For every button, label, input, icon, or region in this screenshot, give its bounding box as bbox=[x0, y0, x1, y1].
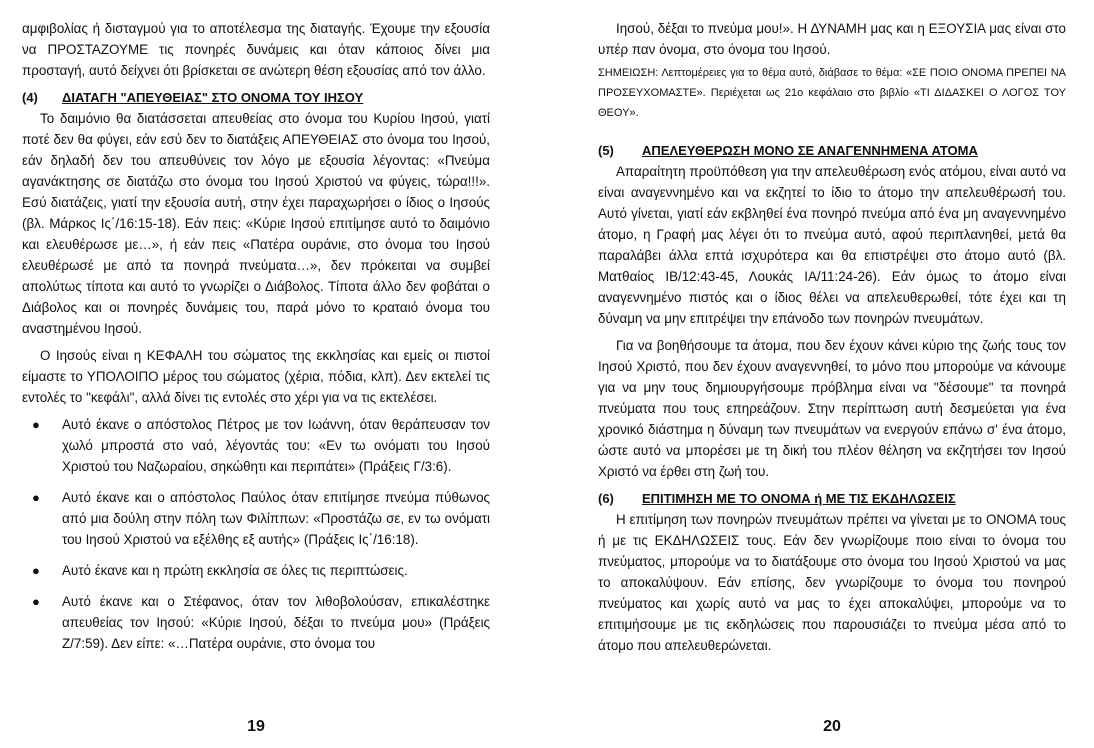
bullet-icon: ● bbox=[32, 417, 40, 432]
left-page bbox=[22, 0, 490, 748]
list-item bbox=[22, 560, 490, 581]
section-4-title: ΔΙΑΤΑΓΗ "ΑΠΕΥΘΕΙΑΣ" ΣΤΟ ΟΝΟΜΑ ΤΟΥ ΙΗΣΟΥ bbox=[62, 90, 364, 105]
bullet-icon: ● bbox=[32, 594, 40, 609]
list-item bbox=[22, 414, 490, 477]
section-6-heading bbox=[598, 489, 1066, 509]
continued-paragraph: Ιησού, δέξαι το πνεύμα μου!». Η ΔΥΝΑΜΗ μας και η ΕΞΟΥΣΙΑ μας είναι στο υπέρ παν όνομα, στο όνομα του Ιησού. bbox=[598, 21, 1066, 57]
section-4-paragraph-2: Ο Ιησούς είναι η ΚΕΦΑΛΗ του σώματος της εκκλησίας και εμείς οι πιστοί είμαστε το ΥΠΟΛΟΙΠΟ μέρος του σώματος (χέρια, πόδια, κλπ). Δεν εκτελεί τις εντολές το "κεφάλι", αλλά δίνει τις εντολές στο χέρι για να τις εκτελέσει. bbox=[22, 348, 490, 405]
list-item-text: Αυτό έκανε και ο Στέφανος, όταν τον λιθοβολούσαν, επικαλέστηκε απευθείας τον Ιησού: «Κύριε Ιησού, δέξαι το πνεύμα μου» (Πράξεις Ζ/7:59). Δεν είπε: «…Πατέρα ουράνιε, στο όνομα του bbox=[62, 594, 490, 651]
bullet-icon: ● bbox=[32, 563, 40, 578]
section-5-paragraph-2: Για να βοηθήσουμε τα άτομα, που δεν έχουν κάνει κύριο της ζωής τους τον Ιησού Χριστό, που δεν έχουν αναγεννηθεί, το μόνο που μπορούμε να κάνουμε για να μην τους δημιουργήσουμε πρόβλημα είναι να "δέσουμε" τα πονηρά πνεύματα που τους επηρεάζουν. Στην περίπτωση αυτή δεσμεύεται για ένα χρονικό διάστημα η δύναμη των πνευμάτων να ενεργούν επάνω σ' ένα άτομο, ώστε αυτό να μπορέσει με τη δική του πλέον θέληση να εκζητήσει τον Ιησού Χριστό να έρθει στη ζωή του. bbox=[598, 338, 1066, 479]
section-5-heading bbox=[598, 141, 1066, 161]
intro-paragraph: αμφιβολίας ή δισταγμού για το αποτέλεσμα της διαταγής. Έχουμε την εξουσία να ΠΡΟΣΤΑΖΟΥΜΕ τις πονηρές δυνάμεις και όταν κάποιος δίνει μια προσταγή, αυτό δείχνει ότι βρίσκεται σε ανώτερη θέση εξουσίας από τον άλλο. bbox=[22, 21, 490, 78]
note-paragraph: ΣΗΜΕΙΩΣΗ: Λεπτομέρειες για το θέμα αυτό, διάβασε το θέμα: «ΣΕ ΠΟΙΟ ΟΝΟΜΑ ΠΡΕΠΕΙ ΝΑ ΠΡΟΣΕΥΧΟΜΑΣΤΕ». Περιέχεται ως 21ο κεφάλαιο στο βιβλίο «ΤΙ ΔΙΔΑΣΚΕΙ Ο ΛΟΓΟΣ ΤΟΥ ΘΕΟΥ». bbox=[598, 67, 1066, 119]
section-5-title: ΑΠΕΛΕΥΘΕΡΩΣΗ ΜΟΝΟ ΣΕ ΑΝΑΓΕΝΝΗΜΕΝΑ ΑΤΟΜΑ bbox=[642, 143, 978, 158]
list-item-text: Αυτό έκανε και η πρώτη εκκλησία σε όλες τις περιπτώσεις. bbox=[62, 563, 408, 578]
section-6-title: ΕΠΙΤΙΜΗΣΗ ΜΕ ΤΟ ΟΝΟΜΑ ή ΜΕ ΤΙΣ ΕΚΔΗΛΩΣΕΙΣ bbox=[642, 491, 956, 506]
page-number-right: 20 bbox=[823, 718, 841, 735]
section-4-bullet-list bbox=[22, 414, 490, 654]
list-item bbox=[22, 487, 490, 550]
list-item bbox=[22, 591, 490, 654]
section-5-number: (5) bbox=[598, 143, 614, 158]
section-4-paragraph-1: Το δαιμόνιο θα διατάσσεται απευθείας στο όνομα του Κυρίου Ιησού, γιατί ποτέ δεν θα φύγει, εάν εσύ δεν το διατάξεις ΑΠΕΥΘΕΙΑΣ στο όνομα του Ιησού, εάν δηλαδή δεν του απευθύνεις τον λόγο με εξουσία λέγοντας: «Πνεύμα αγανάκτησης σε διατάζω στο όνομα του Ιησού Χριστού να φύγεις, τώρα!!!». Εσύ διατάζεις, γιατί την εξουσία αυτή, στην έχει παραχωρήσει ο ίδιος ο Ιησούς (βλ. Μάρκος Ις΄/16:15-18). Εάν πεις: «Κύριε Ιησού επιτίμησε αυτό το δαιμόνιο και ελευθέρωσε με…», ή εάν πεις «Πατέρα ουράνιε, στο όνομα του Ιησού ελευθέρωσέ με από τα πονηρά πνεύματα…», δεν πρόκειται να συμβεί απολύτως τίποτα και αυτό το γνωρίζει ο Διάβολος. Τίποτα άλλο δεν φοβάται ο Διάβολος και οι πονηρές δυνάμεις του, παρά μόνο το κραταιό όνομα του αναστημένου Ιησού. bbox=[22, 111, 490, 336]
list-item-text: Αυτό έκανε ο απόστολος Πέτρος με τον Ιωάννη, όταν θεράπευσαν τον χωλό μπροστά στο ναό, λέγοντάς του: «Εν τω ονόματι του Ιησού Χριστού του Ναζωραίου, σηκώθητι και περιπάτει» (Πράξεις Γ/3:6). bbox=[62, 417, 490, 474]
section-6-number: (6) bbox=[598, 491, 614, 506]
left-page-body bbox=[22, 18, 490, 664]
section-5-paragraph-1: Απαραίτητη προϋπόθεση για την απελευθέρωση ενός ατόμου, είναι αυτό να είναι αναγεννημένο και να εκζητεί το ίδιο το άτομο την απελευθέρωσή του. Αυτό γίνεται, γιατί εάν εκβληθεί ένα πονηρό πνεύμα από ένα μη αναγεννημένο άτομο, η Γραφή μας λέγει ότι το πνεύμα αυτό, αφού περιπλανηθεί, μετά θα παραλάβει άλλα επτά ισχυρότερα και θα επιστρέψει στο άτομο αυτό (βλ. Ματθαίος ΙΒ/12:43-45, Λουκάς ΙΑ/11:24-26). Εάν όμως το άτομο είναι αναγεννημένο πιστός και ο ίδιος θέλει να απελευθερωθεί, τότε έχει και τη δύναμη να μην επιτρέψει την επάνοδο των πονηρών πνευμάτων. bbox=[598, 164, 1066, 326]
bullet-icon: ● bbox=[32, 490, 40, 505]
right-page bbox=[598, 0, 1066, 748]
section-4-number: (4) bbox=[22, 90, 38, 105]
section-6-paragraph-1: Η επιτίμηση των πονηρών πνευμάτων πρέπει να γίνεται με το ΟΝΟΜΑ τους ή με τις ΕΚΔΗΛΩΣΕΙΣ τους. Εάν δεν γνωρίζουμε ποιο είναι το όνομα του πνεύματος, μπορούμε να το διατάξουμε στο όνομα του Ιησού Χριστού να μας το αποκαλύψουν. Εάν επίσης, δεν γνωρίζουμε το όνομα του πονηρού πνεύματος και χωρίς αυτό να μας το έχει αποκαλύψει, μπορούμε να το επιτιμήσουμε με τις εκδηλώσεις που παρουσιάζει το πνεύμα μέσα από το άτομο που απελευθερώνεται. bbox=[598, 512, 1066, 653]
page-number-left: 19 bbox=[247, 718, 265, 735]
right-page-body bbox=[598, 18, 1066, 656]
section-4-heading bbox=[22, 88, 490, 108]
list-item-text: Αυτό έκανε και ο απόστολος Παύλος όταν επιτίμησε πνεύμα πύθωνος από μια δούλη στην πόλη των Φιλίππων: «Προστάζω σε, εν τω ονόματι του Ιησού Χριστού να εξέλθης εξ αυτής» (Πράξεις Ις΄/16:18). bbox=[62, 490, 490, 547]
